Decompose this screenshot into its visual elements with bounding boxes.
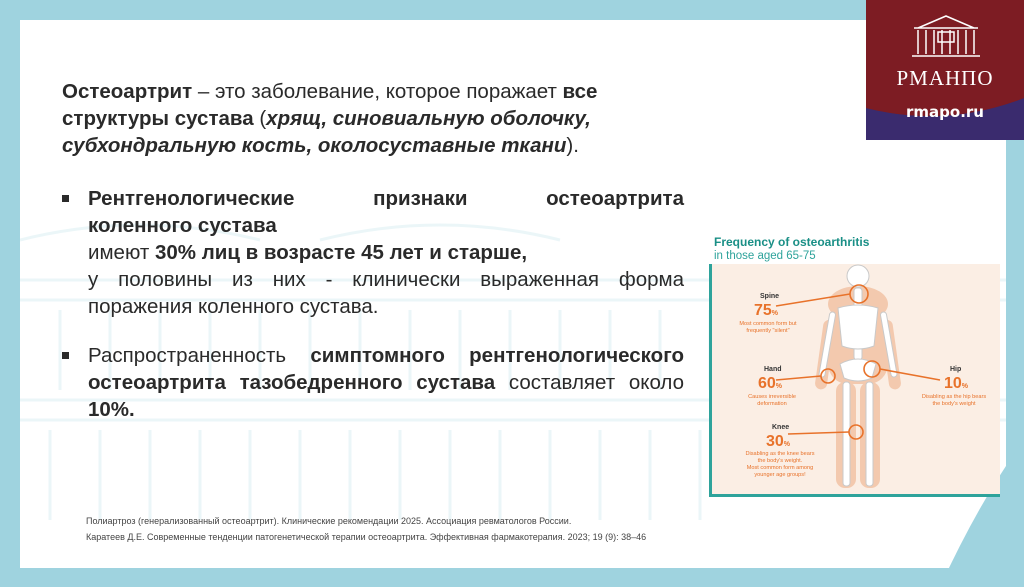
bullet-knee-title-line2: коленного сустава — [88, 214, 277, 237]
hand-percent: 60 — [758, 375, 776, 392]
knee-desc-line2: the body's weight. — [757, 458, 803, 464]
spine-desc-line2: frequently "silent" — [746, 328, 790, 334]
bullet-knee-bold: 30% лиц в возрасте 45 лет и старше, — [154, 241, 528, 264]
knee-desc-line4: younger age groups! — [754, 472, 806, 478]
spine-value — [754, 302, 778, 320]
bullet-hip-text2: составляет около — [495, 371, 684, 394]
knee-desc-line3: Most common form among — [746, 465, 814, 471]
bullet-knee-desc: у половины из них - клинически выраженная форма поражения коленного сустава. — [88, 268, 684, 318]
bullet-hip-value: 10%. — [88, 398, 135, 421]
intro-text: – это заболевание, которое поражает — [192, 80, 563, 103]
intro-paragraph — [62, 78, 662, 159]
percent-sign: % — [771, 310, 779, 317]
bullet-hip-text: Распространенность — [88, 344, 311, 367]
bullet-hip-bold: симптомного рентгенологического остеоартрита тазобедренного сустава — [88, 344, 684, 394]
spine-desc — [722, 321, 814, 335]
intro-paren-close: ). — [566, 134, 579, 157]
knee-value — [766, 433, 790, 451]
bullet-knee-stat — [88, 239, 684, 266]
building-logo-icon — [910, 14, 982, 58]
bullet-marker — [62, 352, 69, 359]
intro-term: Остеоартрит — [62, 80, 193, 103]
percent-sign: % — [783, 441, 791, 448]
intro-italic: хрящ, синовиальную оболочку, субхондральную кость, околосуставные ткани — [62, 107, 591, 157]
hand-desc-line2: deformation — [757, 401, 787, 407]
infographic — [709, 264, 1000, 497]
bullet-marker — [62, 195, 69, 202]
logo-url[interactable]: rmapo.ru — [906, 103, 984, 121]
knee-label: Knee — [772, 424, 790, 431]
hip-desc-line1: Disabling as the hip bears — [921, 394, 987, 400]
logo-name: РМАНПО — [896, 66, 994, 90]
spine-percent: 75 — [754, 302, 772, 319]
infographic-subtitle: in those aged 65-75 — [714, 250, 816, 262]
knee-desc — [734, 451, 826, 479]
bullet-knee-title-line1: Рентгенологические признаки остеоартрита — [88, 187, 684, 210]
hip-percent: 10 — [944, 375, 962, 392]
reference-1: Полиартроз (генерализованный остеоартрит). Клинические рекомендации 2025. Ассоциация ревматологов России. — [86, 516, 572, 526]
knee-desc-line1: Disabling as the knee bears — [745, 451, 815, 457]
infographic-title: Frequency of osteoarthritis — [714, 235, 870, 249]
knee-percent: 30 — [766, 433, 784, 450]
bullet-knee — [62, 185, 684, 320]
percent-sign: % — [775, 383, 783, 390]
percent-sign: % — [961, 383, 969, 390]
spine-desc-line1: Most common form but — [739, 321, 797, 327]
bullet-hip — [62, 342, 684, 423]
hand-label: Hand — [764, 366, 782, 373]
hip-label: Hip — [950, 366, 962, 373]
hand-desc — [726, 394, 818, 408]
hand-value — [758, 375, 782, 393]
intro-paren-open: ( — [253, 107, 267, 130]
hip-value — [944, 375, 968, 393]
hip-desc — [908, 394, 1000, 408]
hip-desc-line2: the body's weight — [932, 401, 976, 407]
hand-desc-line1: Causes irreversible — [748, 394, 796, 400]
references — [86, 513, 646, 545]
spine-label: Spine — [760, 293, 780, 300]
intro-bold: все структуры сустава — [62, 80, 598, 130]
bullet-knee-text: имеют — [88, 241, 155, 264]
reference-2: Каратеев Д.Е. Современные тенденции патогенетической терапии остеоартрита. Эффективная фармакотерапия. 2023; 19 (9): 38–46 — [86, 532, 647, 542]
